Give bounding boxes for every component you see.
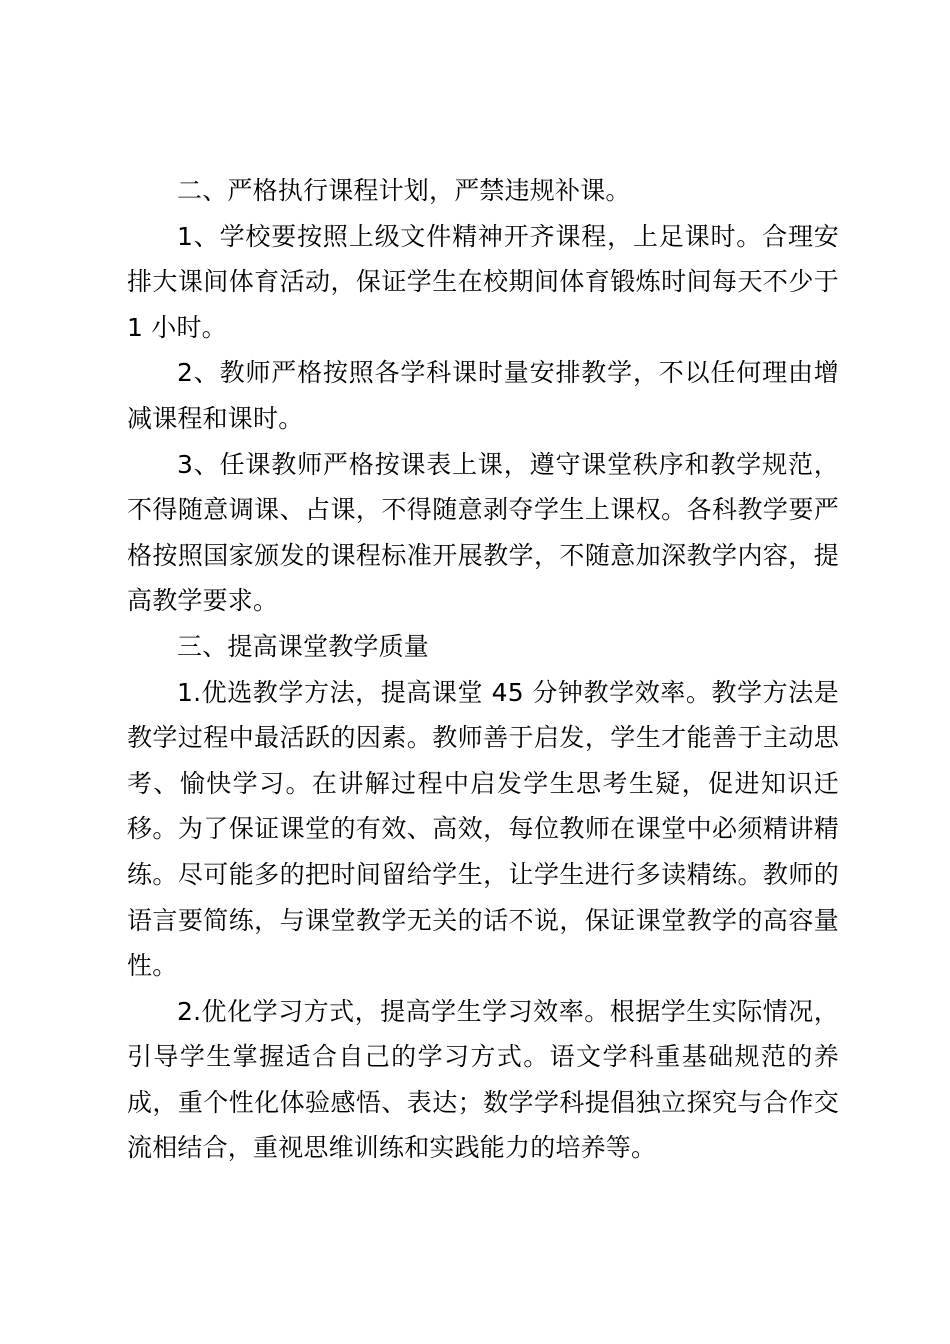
section-heading-three: 三、提高课堂教学质量 — [177, 631, 430, 661]
section-heading-two: 二、严格执行课程计划，严禁违规补课。 — [177, 176, 631, 205]
paragraph-teaching-methods: 1.优选教学方法，提高课堂 45 分钟教学效率。教学方法是教学过程中最活跃的因素。教师善于启发，学生才能善于主动思考、愉快学习。在讲解过程中启发学生思考生疑，促进知识迁移。为了保证课堂的有效、高效，每位教师在课堂中必须精讲精练。尽可能多的把时间留给学生，让学生进行多读精练。教师的语言要简练，与课堂教学无关的话不说，保证课堂教学的高容量性。 — [127, 677, 839, 981]
paragraph-item-1: 1、学校要按照上级文件精神开齐课程，上足课时。合理安排大课间体育活动，保证学生在校期间体育锻炼时间每天不少于 1 小时。 — [127, 221, 839, 342]
paragraph-learning-methods: 2.优化学习方式，提高学生学习效率。根据学生实际情况，引导学生掌握适合自己的学习方式。语文学科重基础规范的养成，重个性化体验感悟、表达；数学学科提倡独立探究与合作交流相结合，重视思维训练和实践能力的培养等。 — [127, 996, 839, 1163]
paragraph-item-2: 2、教师严格按照各学科课时量安排教学，不以任何理由增减课程和课时。 — [127, 358, 839, 433]
paragraph-item-3: 3、任课教师严格按课表上课，遵守课堂秩序和教学规范，不得随意调课、占课，不得随意剥夺学生上课权。各科教学要严格按照国家颁发的课程标准开展教学，不随意加深教学内容，提高教学要求。 — [127, 449, 839, 616]
document-body — [127, 168, 839, 1171]
